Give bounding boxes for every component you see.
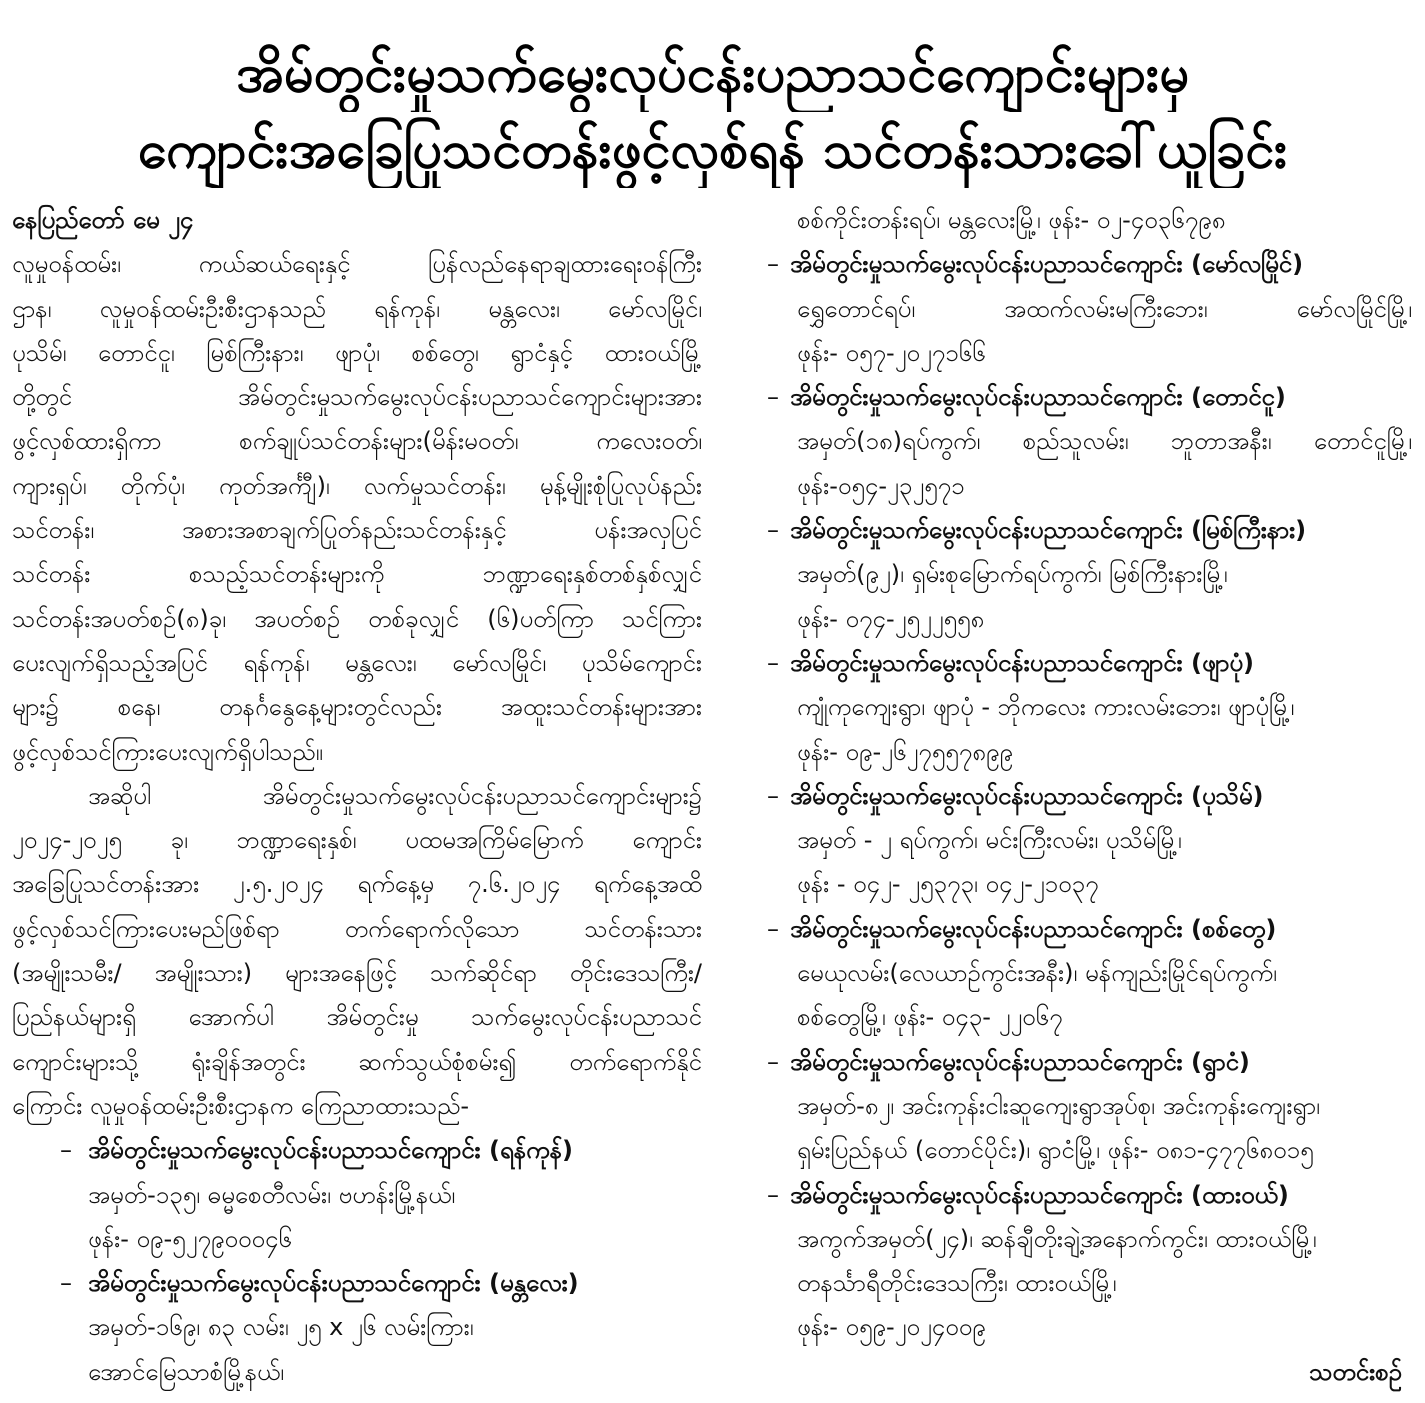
paragraph-line: ပုသိမ်၊ တောင်ငူ၊ မြစ်ကြီးနား၊ ဖျာပုံ၊ စစ်တွေ၊ ရွာငံနှင့် ထားဝယ်မြို့ — [12, 338, 702, 367]
dateline: နေပြည်တော် မေ ၂၄ — [12, 206, 194, 234]
school-heading — [767, 1040, 1412, 1084]
school-heading — [767, 375, 1412, 419]
list-dash: – — [60, 1269, 72, 1298]
school-phone: ဖုန်း- ၀၉-၂၆၂၇၅၅၇၈၉၉ — [797, 737, 1013, 766]
school-address: အမှတ်(၉၂)၊ ရှမ်းစုမြောက်ရပ်ကွက်၊ မြစ်ကြီးနားမြို့၊ — [797, 560, 1228, 589]
school-name: အိမ်တွင်းမှုသက်မွေးလုပ်ငန်းပညာသင်ကျောင်း (မြစ်ကြီးနား) — [790, 516, 1307, 545]
school-heading — [767, 242, 1412, 286]
school-entry-mandalay — [12, 1261, 702, 1394]
paragraph-line: ဖွင့်လှစ်သင်ကြားပေးမည်ဖြစ်ရာ တက်ရောက်လိုသော သင်တန်းသား — [12, 914, 702, 943]
school-name: အိမ်တွင်းမှုသက်မွေးလုပ်ငန်းပညာသင်ကျောင်း (ဖျာပုံ) — [790, 648, 1254, 677]
paragraph-line: လူမှုဝန်ထမ်း၊ ကယ်ဆယ်ရေးနှင့် ပြန်လည်နေရာချထားရေးဝန်ကြီး — [12, 250, 702, 279]
school-phone: စစ်တွေမြို့၊ ဖုန်း- ၀၄၃- ၂၂၀၆၇ — [797, 1003, 1063, 1032]
paragraph-line: ကြောင်း လူမှုဝန်ထမ်းဦးစီးဌာနက ကြေညာထားသည်- — [12, 1091, 470, 1120]
paragraph-1 — [12, 242, 702, 774]
school-heading — [767, 508, 1412, 552]
school-address: အမှတ်-၁၃၅၊ ဓမ္မစေတီလမ်း၊ ဗဟန်းမြို့နယ်၊ — [88, 1180, 456, 1209]
school-address: တနင်္သာရီတိုင်းဒေသကြီး၊ ထားဝယ်မြို့၊ — [797, 1269, 1117, 1298]
school-entry-sittwe — [767, 907, 1412, 1040]
school-name: အိမ်တွင်းမှုသက်မွေးလုပ်ငန်းပညာသင်ကျောင်း (ထားဝယ်) — [790, 1180, 1289, 1209]
paragraph-line: သင်တန်း စသည့်သင်တန်းများကို ဘဏ္ဍာရေးနှစ်တစ်နှစ်လျှင် — [12, 560, 702, 589]
left-column — [12, 198, 702, 1394]
school-heading — [767, 774, 1412, 818]
school-name: အိမ်တွင်းမှုသက်မွေးလုပ်ငန်းပညာသင်ကျောင်း (တောင်ငူ) — [790, 383, 1286, 412]
school-entry-myitkyina — [767, 508, 1412, 641]
school-address-continued: စစ်ကိုင်းတန်းရပ်၊ မန္တလေးမြို့၊ ဖုန်း- ၀၂-၄၀၃၆၇၉၈ — [797, 206, 1226, 234]
school-address: မေယုလမ်း(လေယာဉ်ကွင်းအနီး)၊ မန်ကျည်းမြိုင်ရပ်ကွက်၊ — [797, 959, 1277, 988]
right-column — [767, 198, 1412, 1394]
paragraph-line: ဖွင့်လှစ်သင်ကြားပေးလျက်ရှိပါသည်။ — [12, 737, 323, 766]
paragraph-line: များ၌ စနေ၊ တနင်္ဂနွေနေ့များတွင်လည်း အထူးသင်တန်းများအား — [12, 693, 702, 722]
school-phone: ဖုန်း- ၀၅၇-၂၀၂၇၁၆၆ — [797, 338, 986, 367]
paragraph-2 — [12, 774, 702, 1128]
headline-line-2: ကျောင်းအခြေပြုသင်တန်းဖွင့်လှစ်ရန် သင်တန်းသားခေါ်ယူခြင်း — [137, 120, 1288, 180]
paragraph-line: သင်တန်းအပတ်စဉ်(၈)ခု၊ အပတ်စဉ် တစ်ခုလျှင် (၆)ပတ်ကြာ သင်ကြား — [12, 604, 702, 633]
list-dash: – — [767, 648, 779, 677]
school-phone: ဖုန်း - ၀၄၂- ၂၅၃၇၃၊ ၀၄၂-၂၁၀၃၇ — [797, 870, 1099, 899]
school-entry-dawei — [767, 1173, 1412, 1350]
paragraph-line: သင်တန်း၊ အစားအစာချက်ပြုတ်နည်းသင်တန်းနှင့် ပန်းအလှပြင် — [12, 516, 702, 545]
list-dash: – — [767, 250, 779, 279]
school-name: အိမ်တွင်းမှုသက်မွေးလုပ်ငန်းပညာသင်ကျောင်း (မန္တလေး) — [88, 1269, 579, 1298]
school-phone: ဖုန်း-၀၅၄-၂၃၂၅၇၁ — [797, 471, 965, 500]
paragraph-line: အခြေပြုသင်တန်းအား ၂.၅.၂၀၂၄ ရက်နေ့မှ ၇.၆.၂၀၂၄ ရက်နေ့အထိ — [12, 870, 702, 899]
list-dash: – — [767, 781, 779, 810]
paragraph-line: ၂၀၂၄-၂၀၂၅ ခု၊ ဘဏ္ဍာရေးနှစ်၊ ပထမအကြိမ်မြောက် ကျောင်း — [12, 826, 702, 855]
school-phone: ဖုန်း- ၀၉-၅၂၇၉၀၀၀၄၆ — [88, 1224, 292, 1253]
school-name: အိမ်တွင်းမှုသက်မွေးလုပ်ငန်းပညာသင်ကျောင်း (ပုသိမ်) — [790, 781, 1264, 810]
paragraph-line: ဌာန၊ လူမှုဝန်ထမ်းဦးစီးဌာနသည် ရန်ကုန်၊ မန္တလေး၊ မော်လမြိုင်၊ — [12, 294, 702, 323]
paragraph-line: ကျားရှပ်၊ တိုက်ပုံ၊ ကုတ်အင်္ကျီ)၊ လက်မှုသင်တန်း၊ မုန့်မျိုးစုံပြုလုပ်နည်း — [12, 471, 702, 500]
byline: သတင်းစဉ် — [1309, 1357, 1402, 1386]
school-name: အိမ်တွင်းမှုသက်မွေးလုပ်ငန်းပညာသင်ကျောင်း (ရွာငံ) — [790, 1047, 1250, 1076]
school-heading — [12, 1128, 702, 1172]
list-dash: – — [767, 383, 779, 412]
list-dash: – — [767, 1180, 779, 1209]
school-heading — [767, 1173, 1412, 1217]
school-heading — [12, 1261, 702, 1305]
paragraph-line: ပြည်နယ်များရှိ အောက်ပါ အိမ်တွင်းမှု သက်မွေးလုပ်ငန်းပညာသင် — [12, 1003, 702, 1032]
headline-line-1: အိမ်တွင်းမှုသက်မွေးလုပ်ငန်းပညာသင်ကျောင်းများမှ — [236, 44, 1189, 104]
list-dash: – — [767, 914, 779, 943]
school-heading — [767, 907, 1412, 951]
school-entry-pathein — [767, 774, 1412, 907]
school-address: အမှတ်-၁၆၉၊ ၈၃ လမ်း၊ ၂၅ x ၂၆ လမ်းကြား၊ — [88, 1313, 474, 1342]
school-entry-yangon — [12, 1128, 702, 1261]
headline — [0, 36, 1425, 188]
paragraph-line: ကျောင်းများသို့ ရုံးချိန်အတွင်း ဆက်သွယ်စုံစမ်း၍ တက်ရောက်နိုင် — [12, 1047, 702, 1076]
school-phone: ဖုန်း- ၀၅၉-၂၀၂၄၀၀၉ — [797, 1313, 986, 1342]
school-address: ကျုံကုကျေးရွာ၊ ဖျာပုံ - ဘိုကလေး ကားလမ်းဘေး၊ ဖျာပုံမြို့၊ — [797, 693, 1295, 722]
school-list-left — [12, 1128, 702, 1394]
school-phone: ဖုန်း- ၀၇၄-၂၅၂၂၅၅၈ — [797, 604, 985, 633]
school-address: အမှတ်(၁၈)ရပ်ကွက်၊ စည်သူလမ်း၊ ဘူတာအနီး၊ တောင်ငူမြို့၊ — [797, 427, 1412, 456]
school-entry-ywangan — [767, 1040, 1412, 1173]
paragraph-line: ဖွင့်လှစ်ထားရှိကာ စက်ချုပ်သင်တန်းများ(မိန်းမဝတ်၊ ကလေးဝတ်၊ — [12, 427, 702, 456]
school-phone: ရှမ်းပြည်နယ် (တောင်ပိုင်း)၊ ရွာငံမြို့၊ ဖုန်း- ၀၈၁-၄၇၇၆၈၀၁၅ — [797, 1136, 1314, 1165]
school-name: အိမ်တွင်းမှုသက်မွေးလုပ်ငန်းပညာသင်ကျောင်း (မော်လမြိုင်) — [790, 250, 1304, 279]
school-address: အမှတ် - ၂ ရပ်ကွက်၊ မင်းကြီးလမ်း၊ ပုသိမ်မြို့၊ — [797, 826, 1182, 855]
school-entry-mawlamyine — [767, 242, 1412, 375]
school-address: အမှတ်-၈၂၊ အင်းကုန်းငါးဆူကျေးရွာအုပ်စု၊ အင်းကုန်းကျေးရွာ၊ — [797, 1091, 1320, 1120]
paragraph-line: အဆိုပါ အိမ်တွင်းမှုသက်မွေးလုပ်ငန်းပညာသင်ကျောင်းများ၌ — [88, 781, 702, 810]
school-heading — [767, 641, 1412, 685]
list-dash: – — [767, 516, 779, 545]
list-dash: – — [60, 1136, 72, 1165]
paragraph-line: ပေးလျက်ရှိသည့်အပြင် ရန်ကုန်၊ မန္တလေး၊ မော်လမြိုင်၊ ပုသိမ်ကျောင်း — [12, 648, 702, 677]
school-name: အိမ်တွင်းမှုသက်မွေးလုပ်ငန်းပညာသင်ကျောင်း (စစ်တွေ) — [790, 914, 1277, 943]
paragraph-line: တို့တွင် အိမ်တွင်းမှုသက်မွေးလုပ်ငန်းပညာသင်ကျောင်းများအား — [12, 383, 702, 412]
list-dash: – — [767, 1047, 779, 1076]
school-address: အကွက်အမှတ်(၂၄)၊ ဆန်ချီတိုးချဲ့အနောက်ကွင်း၊ ထားဝယ်မြို့၊ — [797, 1224, 1317, 1253]
paragraph-line: (အမျိုးသမီး/ အမျိုးသား) များအနေဖြင့် သက်ဆိုင်ရာ တိုင်းဒေသကြီး/ — [12, 959, 702, 988]
school-entry-pyapon — [767, 641, 1412, 774]
school-entry-taungoo — [767, 375, 1412, 508]
school-address: ရွှေတောင်ရပ်၊ အထက်လမ်းမကြီးဘေး၊ မော်လမြိုင်မြို့၊ — [797, 294, 1412, 323]
school-address: အောင်မြေသာစံမြို့နယ်၊ — [88, 1357, 285, 1386]
school-name: အိမ်တွင်းမှုသက်မွေးလုပ်ငန်းပညာသင်ကျောင်း (ရန်ကုန်) — [88, 1136, 574, 1165]
